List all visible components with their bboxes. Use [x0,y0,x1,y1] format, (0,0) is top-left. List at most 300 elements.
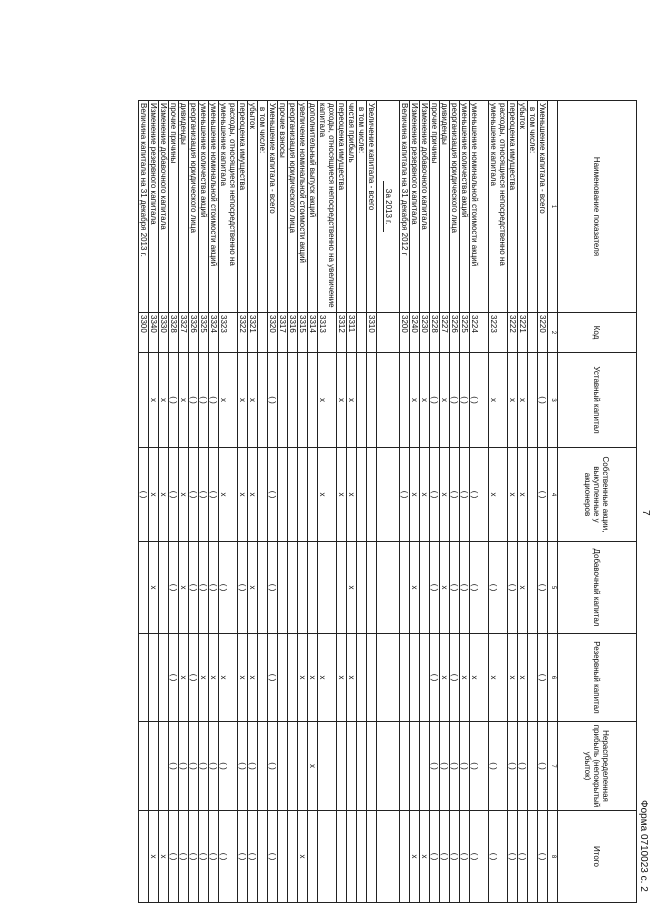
col-number: 1 [548,101,558,313]
col-number: 4 [548,448,558,542]
section-cell [377,101,400,313]
row-name: уменьшение номинальной стоимости акций [470,101,489,313]
row-code: 3200 [400,313,410,353]
table-row [410,101,420,903]
value-cell [288,448,298,542]
row-name: реорганизация юридического лица [288,101,298,313]
value-cell: x [410,353,420,448]
value-cell [278,811,288,903]
value-cell: ( ) [460,448,470,542]
value-cell: x [179,542,189,634]
value-cell: x [518,448,528,542]
row-code [528,313,538,353]
row-name: доходы, относящиеся непосредственно на увеличение капитала [318,101,337,313]
row-name: переоценка имущества [508,101,518,313]
row-code: 3227 [440,313,450,353]
value-cell: ( ) [450,634,460,722]
value-cell: x [440,448,450,542]
value-cell: x [199,634,209,722]
value-cell: ( ) [470,811,489,903]
value-cell: ( ) [508,542,518,634]
value-cell: ( ) [189,722,199,811]
value-cell [258,448,268,542]
row-code: 3314 [308,313,318,353]
row-code: 3220 [538,313,548,353]
header-treasury-shares: Собственные акции, выкупленные у акционеров [558,448,637,542]
rotated-page [87,100,651,902]
table-row [357,101,367,903]
value-cell [528,448,538,542]
header-indicator: Наименование показателя [558,101,637,313]
row-name: Изменение добавочного капитала [159,101,169,313]
row-name: Уменьшение капитала - всего [538,101,548,313]
value-cell [288,634,298,722]
table-row [450,101,460,903]
row-name: дивиденды [440,101,450,313]
value-cell: ( ) [268,634,278,722]
value-cell [420,722,430,811]
value-cell: x [248,448,258,542]
value-cell [337,542,347,634]
table-row [258,101,268,903]
value-cell [159,634,169,722]
value-cell [318,722,337,811]
value-cell: x [209,634,219,722]
value-cell: ( ) [169,448,179,542]
value-cell: x [460,634,470,722]
value-cell: ( ) [450,811,460,903]
value-cell [298,353,308,448]
value-cell: ( ) [189,542,199,634]
row-name: дополнительный выпуск акций [308,101,318,313]
value-cell: x [489,353,508,448]
table-row [149,101,159,903]
value-cell: x [420,353,430,448]
value-cell: ( ) [209,542,219,634]
value-cell: x [159,448,169,542]
value-cell [298,722,308,811]
value-cell [139,634,149,722]
row-code: 3315 [298,313,308,353]
row-code: 3224 [470,313,489,353]
value-cell: ( ) [450,353,460,448]
value-cell [318,542,337,634]
col-number: 6 [548,634,558,722]
value-cell [400,722,410,811]
value-cell [528,722,538,811]
table-row [508,101,518,903]
value-cell [347,811,357,903]
row-name: реорганизация юридического лица [189,101,199,313]
row-code: 3230 [420,313,430,353]
value-cell: x [318,634,337,722]
row-code: 3226 [450,313,460,353]
value-cell: x [420,811,430,903]
value-cell [357,448,367,542]
value-cell: x [308,634,318,722]
value-cell [258,722,268,811]
value-cell [278,448,288,542]
row-name: в том числе: [528,101,538,313]
value-cell: x [248,353,258,448]
value-cell [298,448,308,542]
row-name: Уменьшение капитала - всего [268,101,278,313]
value-cell: x [518,542,528,634]
value-cell [139,811,149,903]
capital-changes-table [138,100,637,903]
value-cell: ( ) [199,722,209,811]
row-code: 3330 [159,313,169,353]
row-code: 3300 [139,313,149,353]
value-cell: ( ) [209,811,219,903]
row-code [258,313,268,353]
row-code: 3225 [460,313,470,353]
value-cell: ( ) [219,722,238,811]
value-cell [357,634,367,722]
value-cell: ( ) [538,634,548,722]
value-cell: x [410,448,420,542]
value-cell [298,542,308,634]
value-cell [367,542,377,634]
row-name: Изменение добавочного капитала [420,101,430,313]
value-cell: x [489,448,508,542]
table-row [288,101,298,903]
value-cell [528,634,538,722]
col-number: 5 [548,542,558,634]
column-number-row [548,101,558,903]
value-cell: ( ) [268,811,278,903]
value-cell: x [248,542,258,634]
value-cell [367,722,377,811]
value-cell: ( ) [440,811,450,903]
value-cell [528,542,538,634]
value-cell: ( ) [450,542,460,634]
value-cell [278,353,288,448]
row-code: 3313 [318,313,337,353]
value-cell [258,811,268,903]
row-code: 3310 [367,313,377,353]
value-cell [308,353,318,448]
value-cell: x [508,448,518,542]
value-cell [258,634,268,722]
table-row [248,101,258,903]
row-name: переоценка имущества [337,101,347,313]
row-code: 3340 [149,313,159,353]
value-cell: ( ) [460,542,470,634]
col-number: 7 [548,722,558,811]
value-cell [367,634,377,722]
row-code: 3327 [179,313,189,353]
form-label: Форма 0710023 с. 2 [638,800,649,892]
value-cell: x [159,811,169,903]
row-name: Величина капитала на 31 декабря 2013 г. [139,101,149,313]
value-cell [159,722,169,811]
value-cell: x [159,353,169,448]
value-cell: x [298,811,308,903]
value-cell: ( ) [209,722,219,811]
value-cell: ( ) [470,722,489,811]
value-cell: x [440,634,450,722]
row-code: 3228 [430,313,440,353]
value-cell [278,542,288,634]
value-cell: x [440,353,450,448]
value-cell: ( ) [169,353,179,448]
row-name: Величина капитала на 31 декабря 2012 г [400,101,410,313]
table-row [318,101,337,903]
section-row-group [377,101,400,903]
row-name: расходы, относящиеся непосредственно на уменьшение капитала [219,101,238,313]
table-row [460,101,470,903]
value-cell: ( ) [508,722,518,811]
table-row [367,101,377,903]
value-cell: ( ) [199,811,209,903]
value-cell [400,542,410,634]
table-row [347,101,357,903]
value-cell [278,722,288,811]
empty-cell [377,448,400,542]
table-row [199,101,209,903]
row-name: уменьшение количества акций [460,101,470,313]
value-cell: ( ) [518,811,528,903]
value-cell: x [489,634,508,722]
value-cell [410,634,420,722]
value-cell: x [149,542,159,634]
value-cell [139,542,149,634]
value-cell: ( ) [430,634,440,722]
value-cell: ( ) [538,542,548,634]
value-cell: x [238,353,248,448]
empty-cell [377,811,400,903]
row-name: убыток [248,101,258,313]
value-cell [420,634,430,722]
header-retained-earnings: Нераспределенная прибыль (непокрытый убыток) [558,722,637,811]
value-cell [139,353,149,448]
row-name: прочие причины [169,101,179,313]
value-cell: x [219,353,238,448]
col-number: 3 [548,353,558,448]
value-cell: ( ) [169,542,179,634]
value-cell: ( ) [538,448,548,542]
value-cell [337,811,347,903]
value-cell: x [508,353,518,448]
value-cell [288,811,298,903]
value-cell: ( ) [460,722,470,811]
row-code: 3222 [508,313,518,353]
value-cell: x [470,634,489,722]
col-number: 2 [548,313,558,353]
value-cell: x [337,634,347,722]
value-cell: x [347,353,357,448]
value-cell [308,448,318,542]
table-row [278,101,288,903]
value-cell [400,634,410,722]
row-code: 3320 [268,313,278,353]
value-cell: ( ) [470,353,489,448]
value-cell: x [410,811,420,903]
value-cell: ( ) [489,811,508,903]
value-cell: ( ) [199,448,209,542]
value-cell: ( ) [189,353,199,448]
value-cell: ( ) [169,811,179,903]
value-cell: x [179,353,189,448]
value-cell: ( ) [489,722,508,811]
value-cell [528,353,538,448]
col-number: 8 [548,811,558,903]
value-cell [258,542,268,634]
value-cell: ( ) [268,353,278,448]
value-cell: ( ) [199,353,209,448]
value-cell [337,722,347,811]
row-name: прочие причины [430,101,440,313]
row-code: 3323 [219,313,238,353]
row-name: чистая прибыль [347,101,357,313]
header-authorized-capital: Уставный капитал [558,353,637,448]
value-cell: ( ) [460,811,470,903]
value-cell: ( ) [450,448,460,542]
header-row [558,101,637,903]
empty-cell [377,542,400,634]
row-name: переоценка имущества [238,101,248,313]
row-name: Изменение резервного капитала [410,101,420,313]
row-code: 3316 [288,313,298,353]
table-row [308,101,318,903]
section-label: За 2013 г. [383,181,393,233]
row-code: 3317 [278,313,288,353]
value-cell: ( ) [508,811,518,903]
row-name: реорганизация юридического лица [450,101,460,313]
row-name: уменьшение количества акций [199,101,209,313]
value-cell: ( ) [139,448,149,542]
value-cell: ( ) [169,634,179,722]
value-cell [258,353,268,448]
empty-cell [377,722,400,811]
row-name: дивиденды [179,101,189,313]
value-cell: ( ) [169,722,179,811]
table-row [489,101,508,903]
row-code: 3312 [337,313,347,353]
value-cell: x [318,353,337,448]
value-cell: x [420,448,430,542]
row-code: 3325 [199,313,209,353]
value-cell [308,811,318,903]
value-cell [420,542,430,634]
value-cell: ( ) [209,353,219,448]
value-cell: ( ) [450,722,460,811]
value-cell: ( ) [470,542,489,634]
table-row [189,101,199,903]
table-row [179,101,189,903]
value-cell: ( ) [209,448,219,542]
value-cell: x [440,542,450,634]
value-cell [288,353,298,448]
table-row [238,101,248,903]
value-cell: ( ) [238,722,248,811]
value-cell: ( ) [219,542,238,634]
value-cell [528,811,538,903]
table-body-2013 [139,101,377,903]
table-row [400,101,410,903]
value-cell: ( ) [179,722,189,811]
section-row [377,101,400,903]
value-cell [357,542,367,634]
row-code: 3322 [238,313,248,353]
value-cell: x [179,448,189,542]
value-cell [308,542,318,634]
value-cell: ( ) [268,448,278,542]
value-cell: ( ) [430,811,440,903]
value-cell: ( ) [189,811,199,903]
table-row [268,101,278,903]
table-row [209,101,219,903]
value-cell: x [347,634,357,722]
value-cell: x [347,542,357,634]
value-cell: x [149,811,159,903]
value-cell: ( ) [179,811,189,903]
value-cell: ( ) [538,722,548,811]
empty-cell [377,313,400,353]
row-name: уменьшение номинальной стоимости акций [209,101,219,313]
row-code: 3328 [169,313,179,353]
value-cell [357,811,367,903]
row-name: расходы, относящиеся непосредственно на уменьшение капитала [489,101,508,313]
value-cell [367,811,377,903]
value-cell: x [149,353,159,448]
table-row [518,101,528,903]
empty-cell [377,353,400,448]
value-cell: ( ) [538,811,548,903]
value-cell: x [238,634,248,722]
row-code: 3240 [410,313,420,353]
table-row [538,101,548,903]
value-cell: ( ) [189,634,199,722]
header-additional-capital: Добавочный капитал [558,542,637,634]
value-cell: ( ) [489,542,508,634]
row-name: Увеличение капитала - всего [367,101,377,313]
value-cell: ( ) [400,448,410,542]
value-cell [288,542,298,634]
value-cell: x [518,634,528,722]
value-cell: x [337,353,347,448]
value-cell: ( ) [460,353,470,448]
table-row [159,101,169,903]
value-cell: ( ) [518,722,528,811]
value-cell: ( ) [430,542,440,634]
value-cell: x [248,634,258,722]
row-name: в том числе: [357,101,367,313]
page-number: 7 [640,510,651,516]
value-cell: ( ) [189,448,199,542]
value-cell: x [347,448,357,542]
value-cell: x [508,634,518,722]
table-body-2012 [400,101,548,903]
value-cell [400,811,410,903]
value-cell: ( ) [248,722,258,811]
row-code: 3324 [209,313,219,353]
value-cell: x [179,634,189,722]
row-name: в том числе: [258,101,268,313]
table-row [528,101,538,903]
value-cell [347,722,357,811]
row-name: увеличение номинальной стоимости акций [298,101,308,313]
value-cell [367,353,377,448]
value-cell [357,353,367,448]
value-cell: x [219,634,238,722]
row-code: 3221 [518,313,528,353]
value-cell: ( ) [538,353,548,448]
row-name: прочие взносы [278,101,288,313]
value-cell [288,722,298,811]
value-cell: ( ) [440,722,450,811]
